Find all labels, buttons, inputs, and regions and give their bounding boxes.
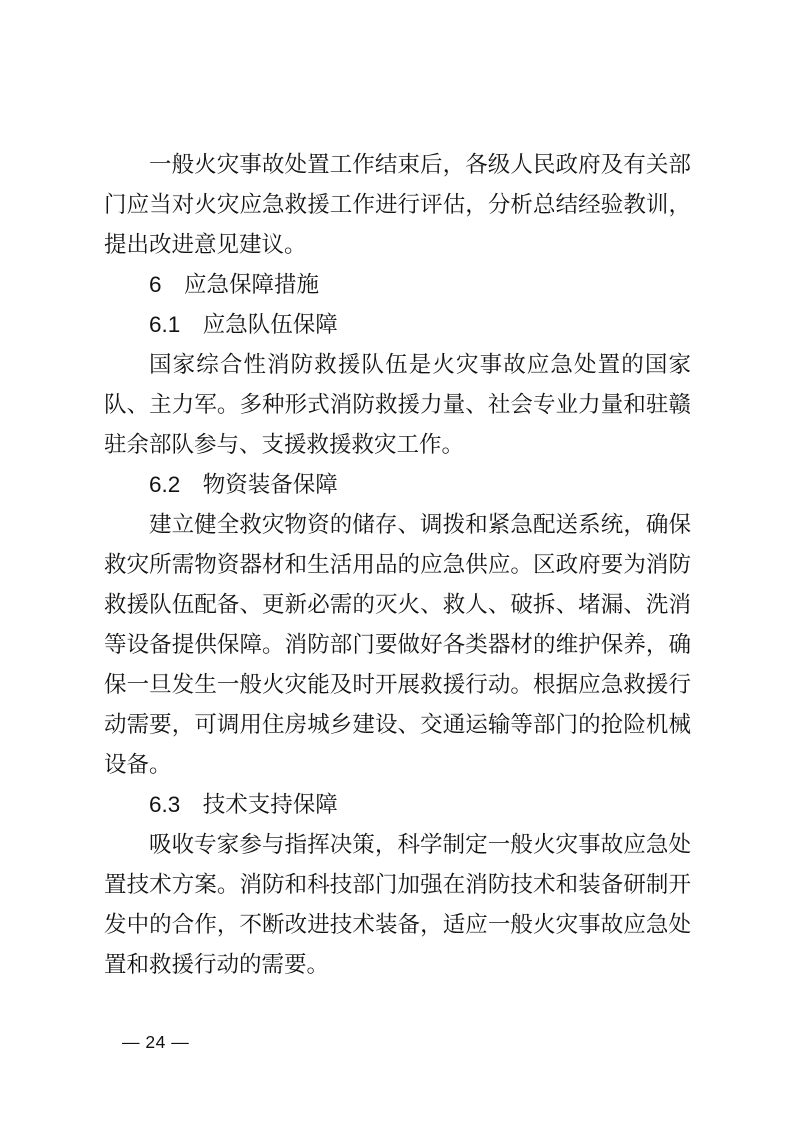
- body-paragraph: 建立健全救灾物资的储存、调拨和紧急配送系统，确保救灾所需物资器材和生活用品的应急供应。区政府要为消防救援队伍配备、更新必需的灭火、救人、破拆、堵漏、洗消等设备提供保障。消防部门要做好各类器材的维护保养，确保一旦发生一般火灾能及时开展救援行动。根据应急救援行动需要，可调用住房城乡建设、交通运输等部门的抢险机械设备。: [104, 512, 691, 777]
- section-heading: 6 应急保障措施: [149, 272, 320, 297]
- section-heading: 6.2 物资装备保障: [149, 472, 338, 497]
- section-heading: 6.3 技术支持保障: [149, 792, 338, 817]
- body-paragraph: 国家综合性消防救援队伍是火灾事故应急处置的国家队、主力军。多种形式消防救援力量、社会专业力量和驻赣驻余部队参与、支援救援救灾工作。: [104, 352, 691, 457]
- section-heading: 6.1 应急队伍保障: [149, 312, 338, 337]
- document-content: [104, 145, 691, 985]
- page-number: — 24 —: [122, 1032, 190, 1052]
- body-paragraph: 吸收专家参与指挥决策，科学制定一般火灾事故应急处置技术方案。消防和科技部门加强在消防技术和装备研制开发中的合作，不断改进技术装备，适应一般火灾事故应急处置和救援行动的需要。: [104, 832, 691, 977]
- body-paragraph: 一般火灾事故处置工作结束后，各级人民政府及有关部门应当对火灾应急救援工作进行评估，分析总结经验教训，提出改进意见建议。: [104, 152, 691, 257]
